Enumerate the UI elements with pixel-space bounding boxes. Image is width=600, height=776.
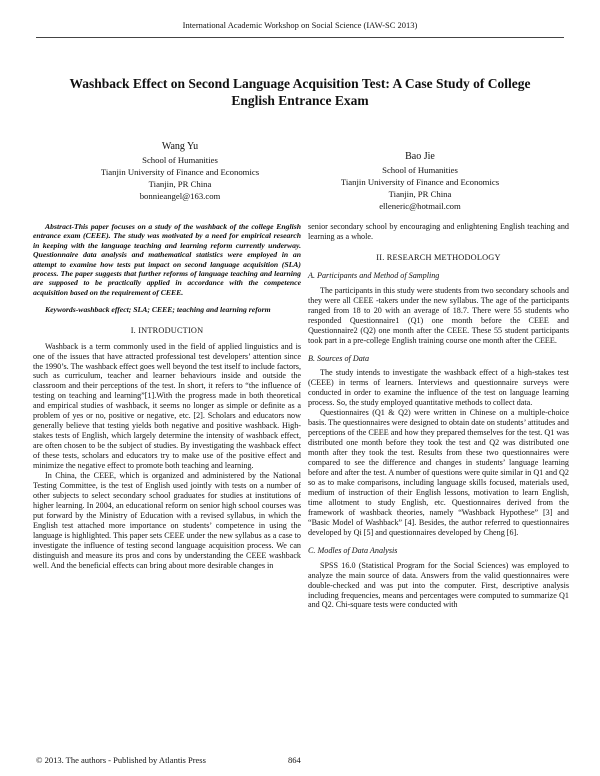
author-email: elleneric@hotmail.com bbox=[379, 201, 461, 211]
running-head: International Academic Workshop on Social Science (IAW-SC 2013) bbox=[182, 20, 418, 30]
subsection-heading-analysis: C. Modles of Data Analysis bbox=[308, 545, 398, 555]
author-place: Tianjin, PR China bbox=[148, 179, 212, 189]
author-dept: School of Humanities bbox=[382, 165, 458, 175]
abstract: Abstract-This paper focuses on a study of the washback of the college English entrance exam (CEEE). The study was motivated by a need for empirical research in keeping with the language teaching and learning reform currently underway. Questionnaire data analysis and mathematical statistics were employed in an attempt to examine how tests put impact on second language acquisition (SLA) process. The paper suggests that further reforms of language teaching and learning are supposed to be practically applied in accordance with the competence acquisition based on the requirement of CEEE. bbox=[33, 222, 301, 297]
author-name: Bao Jie bbox=[405, 151, 435, 162]
section-heading-introduction: I. INTRODUCTION bbox=[130, 325, 204, 335]
title-line-2: English Entrance Exam bbox=[231, 93, 369, 108]
page-number: 864 bbox=[288, 755, 301, 765]
sources-paragraph-2: Questionnaires (Q1 & Q2) were written in Chinese on a multiple-choice basis. The questionnaires were designed to obtain date on students’ attitudes and perceptions of the CEEE and how they prepared themselves for the test. Q1 was distributed one month before they took the test and Q2 was distributed one month after they took the test. Results from these two questionnaires were compared to see the difference and changes in students’ language learning before and after the test. A number of questions were quite similar in Q1 and Q2 so as to make comparisons, including language skills focused, materials used, medium of instruction of their English lessons, motivation to learn English, time allotment to study English, etc. Questionnaires derived from the framework of washback theories, namely “Washback Hypothese” [3] and “Basic Model of Washback” [4]. Besides, the author referred to questionnaires developed by Qi [5] and questionnaires developed by Cheng [6]. bbox=[308, 408, 569, 537]
author-place: Tianjin, PR China bbox=[388, 189, 452, 199]
left-column bbox=[33, 222, 301, 571]
keywords: Keywords-washback effect; SLA; CEEE; teaching and learning reform bbox=[45, 305, 271, 315]
sources-paragraph-1: The study intends to investigate the washback effect of a high-stakes test (CEEE) in terms of learners. Interviews and questionnaire surveys were conducted in order to examine the influence of the test on language learning process. So, the study employed quantitative methods to collect data. bbox=[308, 368, 569, 408]
author-university: Tianjin University of Finance and Economics bbox=[100, 167, 260, 177]
author-email: bonnieangel@163.com bbox=[139, 191, 221, 201]
header-rule bbox=[36, 37, 564, 38]
intro-paragraph-continued: senior secondary school by encouraging and enlightening English teaching and learning as a whole. bbox=[308, 222, 569, 241]
author-dept: School of Humanities bbox=[142, 155, 218, 165]
paper-title bbox=[55, 75, 545, 109]
intro-paragraph-2: In China, the CEEE, which is organized and administered by the National Testing Committee, is the test of English used jointly with tests on a number of other subjects to select secondary school graduates for studies at institutions of higher learning. In 2004, an educational reform on senior high school courses was put forward by the Ministry of Education with a revised syllabus, in which the English test attached more importance on students’ competence in using the language is highlighted. This paper sets CEEE under the new syllabus as a case to investigate the influence of testing second language acquisition process. We can distinguish and measure its pros and cons by understanding the CEEE washback well. And the beneficial effects can bring about more desirable changes in bbox=[33, 471, 301, 570]
subsection-heading-participants: A. Participants and Method of Sampling bbox=[308, 270, 440, 280]
analysis-paragraph: SPSS 16.0 (Statistical Program for the Social Sciences) was employed to analyze the main source of data. Answers from the valid questionnaires were double-checked and was put into the computer. First, descriptive analysis including frequencies, means and percentages were computed to summarize Q1 and Q2. Chi-square tests were conducted with bbox=[308, 560, 569, 610]
author-block-2 bbox=[300, 150, 540, 212]
participants-paragraph: The participants in this study were students from two secondary schools and they were all CEEE -takers under the new syllabus. The age of the participants ranged from 18 to 20 with an average of 18.7. There were 55 students who responded Questionnaire1 (Q1) one month before the CEEE and Questionnaire2 (Q2) one month after the CEEE. These 55 student participants took part in a pre-college English training course one month after the CEEE. bbox=[308, 285, 569, 345]
intro-paragraph-1: Washback is a term commonly used in the field of applied linguistics and is one of the issues that have attracted professional test developers’ attention since the 1990’s. The washback effect goes well beyond the test itself to include factors, such as curriculum, teacher and learner behaviours inside and outside the classroom and their perceptions of the test. In short, it refers to “the influence of testing on teaching and learning”[1].With the progress made in both theoretical and empirical studies of washback, it seems no longer as simple or definite as a problem of yes or no, positive or negative, etc. [2]. Scholars and educators now generally believe that testing yields both negative and positive washback. High-stakes tests of English, which largely determine the intensity of washback effect, are often chosen to be the subject of studies. By investigating the washback effect of these tests, scholars and educators try to make use of the positive effect and minimize the negative effect to promote both teaching and learning. bbox=[33, 341, 301, 471]
author-university: Tianjin University of Finance and Economics bbox=[340, 177, 500, 187]
footer-copyright: © 2013. The authors - Published by Atlantis Press bbox=[36, 755, 206, 765]
right-column bbox=[308, 222, 569, 610]
author-name: Wang Yu bbox=[161, 141, 199, 152]
title-line-1: Washback Effect on Second Language Acquisition Test: A Case Study of College bbox=[69, 76, 531, 91]
section-heading-methodology: II. RESEARCH METHODOLOGY bbox=[376, 252, 501, 262]
subsection-heading-sources: B. Sources of Data bbox=[308, 353, 370, 363]
author-block-1 bbox=[60, 140, 300, 202]
